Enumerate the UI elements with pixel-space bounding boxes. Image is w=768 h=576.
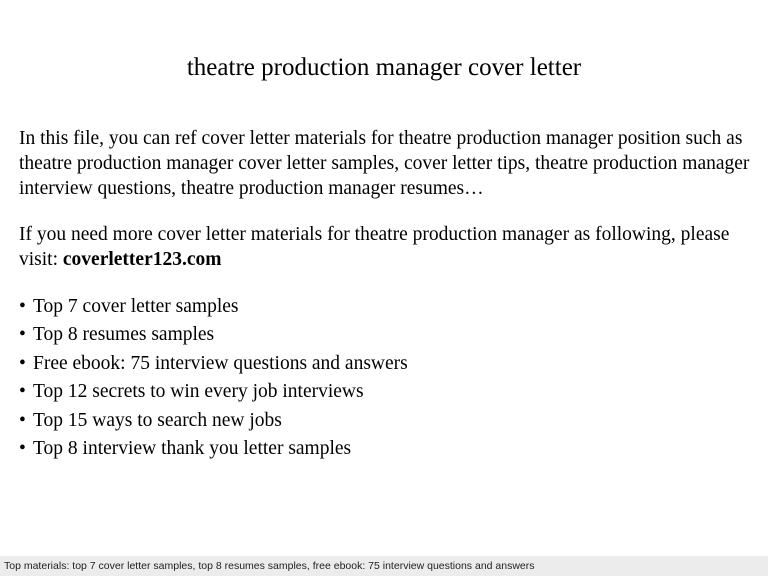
bullet-icon: • xyxy=(19,438,26,460)
bullet-icon: • xyxy=(19,409,26,431)
list-item xyxy=(19,293,759,321)
list-item xyxy=(19,407,759,435)
bullet-icon: • xyxy=(19,381,26,403)
list-item-label: Top 12 secrets to win every job interviews xyxy=(33,381,364,403)
list-item-label: Free ebook: 75 interview questions and answers xyxy=(33,352,408,374)
bullet-icon: • xyxy=(19,324,26,346)
list-item xyxy=(19,378,759,406)
footer-text: Top materials: top 7 cover letter samples, top 8 resumes samples, free ebook: 75 interview questions and answers xyxy=(4,560,535,572)
bullet-icon: • xyxy=(19,352,26,374)
list-item-label: Top 7 cover letter samples xyxy=(33,296,239,317)
visit-paragraph xyxy=(19,222,759,272)
content-body xyxy=(19,126,759,463)
materials-list xyxy=(19,293,759,463)
list-item-label: Top 8 resumes samples xyxy=(33,324,215,346)
list-item-label: Top 15 ways to search new jobs xyxy=(33,409,282,431)
page-title: theatre production manager cover letter xyxy=(186,54,582,81)
list-item-label: Top 8 interview thank you letter samples xyxy=(33,438,352,460)
list-item xyxy=(19,435,759,463)
footer-bar xyxy=(0,556,768,576)
list-item xyxy=(19,321,759,349)
list-item xyxy=(19,350,759,378)
visit-text: If you need more cover letter materials for theatre production manager as following, please visit: xyxy=(19,224,730,270)
website-link[interactable]: coverletter123.com xyxy=(62,249,222,270)
bullet-icon: • xyxy=(19,296,26,317)
intro-paragraph: In this file, you can ref cover letter materials for theatre production manager position such as theatre production manager cover letter samples, cover letter tips, theatre production manager interview questions, theatre production manager resumes… xyxy=(19,128,750,199)
